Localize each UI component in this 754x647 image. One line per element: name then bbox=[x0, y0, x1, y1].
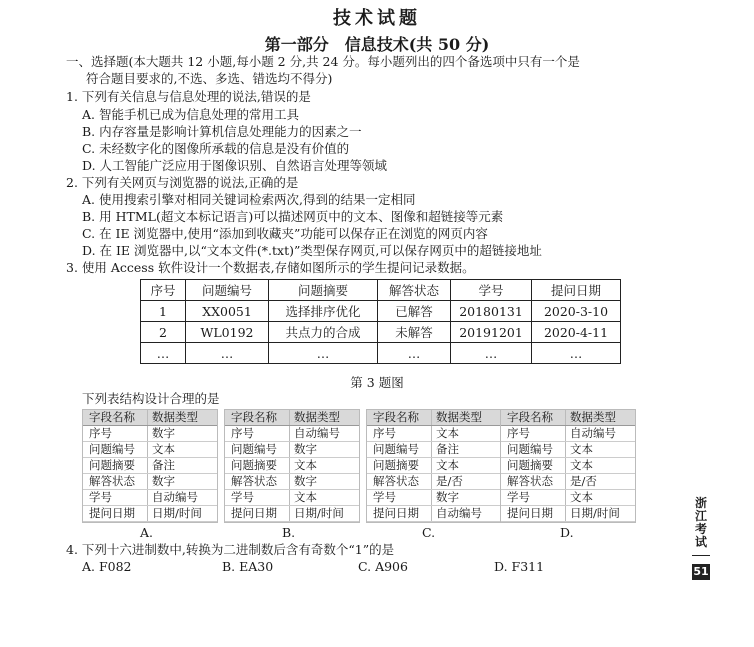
field-type: 文本 bbox=[152, 442, 175, 456]
field-type: 文本 bbox=[436, 426, 459, 440]
table-cell: XX0051 bbox=[186, 301, 269, 322]
field-name: 解答状态 bbox=[225, 474, 290, 489]
field-name: 问题摘要 bbox=[83, 458, 148, 473]
page-number: 51 bbox=[693, 565, 709, 578]
table-row bbox=[141, 343, 621, 364]
q2-option-c: C. 在 IE 浏览器中,使用“添加到收藏夹”功能可以保存正在浏览的网页内容 bbox=[82, 226, 488, 241]
field-type: 日期/时间 bbox=[570, 506, 620, 520]
structure-header bbox=[225, 410, 359, 426]
table-cell: 2 bbox=[141, 322, 186, 343]
table-header-cell: 序号 bbox=[141, 280, 186, 301]
field-row bbox=[501, 474, 635, 490]
field-name-header: 字段名称 bbox=[367, 410, 432, 425]
field-type: 日期/时间 bbox=[152, 506, 202, 520]
option-b-structure bbox=[224, 409, 360, 523]
field-type: 自动编号 bbox=[436, 506, 482, 520]
table-header-cell: 提问日期 bbox=[532, 280, 621, 301]
table-cell: … bbox=[378, 343, 451, 364]
field-name: 解答状态 bbox=[501, 474, 566, 489]
q2-option-d: D. 在 IE 浏览器中,以“文本文件(*.txt)”类型保存网页,可以保存网页中的超链接地址 bbox=[82, 243, 542, 258]
option-a-structure bbox=[82, 409, 218, 523]
q2-stem: 2. 下列有关网页与浏览器的说法,正确的是 bbox=[66, 175, 299, 190]
option-d-structure bbox=[500, 409, 636, 523]
q3-data-table bbox=[140, 279, 621, 364]
field-type: 备注 bbox=[436, 442, 459, 456]
table-row bbox=[141, 322, 621, 343]
table-cell: 已解答 bbox=[378, 301, 451, 322]
q3-prompt: 下列表结构设计合理的是 bbox=[82, 391, 220, 406]
side-label: 浙江考试 bbox=[694, 496, 707, 549]
q4-option-a: A. F082 bbox=[82, 559, 132, 574]
field-row bbox=[83, 490, 217, 506]
q4-stem: 4. 下列十六进制数中,转换为二进制数后含有奇数个“1”的是 bbox=[66, 542, 395, 557]
table-header-cell: 学号 bbox=[451, 280, 532, 301]
table-cell: 1 bbox=[141, 301, 186, 322]
field-type: 自动编号 bbox=[570, 426, 616, 440]
field-type: 数字 bbox=[152, 426, 175, 440]
q2-option-a: A. 使用搜索引擎对相同关键词检索两次,得到的结果一定相同 bbox=[82, 192, 416, 207]
field-row bbox=[225, 442, 359, 458]
q1-stem: 1. 下列有关信息与信息处理的说法,错误的是 bbox=[66, 89, 311, 104]
field-type: 自动编号 bbox=[294, 426, 340, 440]
section-title: 第一部分 信息技术(共 50 分) bbox=[264, 35, 490, 54]
field-name-header: 字段名称 bbox=[501, 410, 566, 425]
field-type: 文本 bbox=[570, 442, 593, 456]
side-divider bbox=[692, 555, 710, 556]
option-c-structure bbox=[366, 409, 502, 523]
table-header-row bbox=[141, 280, 621, 301]
q2-option-b: B. 用 HTML(超文本标记语言)可以描述网页中的文本、图像和超链接等元素 bbox=[82, 209, 504, 224]
field-row bbox=[367, 506, 501, 522]
table-cell: … bbox=[451, 343, 532, 364]
field-name-header: 字段名称 bbox=[225, 410, 290, 425]
field-row bbox=[83, 474, 217, 490]
field-name: 问题编号 bbox=[367, 442, 432, 457]
structure-header bbox=[501, 410, 635, 426]
table-cell: 未解答 bbox=[378, 322, 451, 343]
table-cell: 2020-3-10 bbox=[532, 301, 621, 322]
table-cell: … bbox=[186, 343, 269, 364]
field-name: 提问日期 bbox=[225, 506, 290, 521]
field-type: 是/否 bbox=[570, 474, 597, 488]
field-name: 问题编号 bbox=[501, 442, 566, 457]
field-row bbox=[83, 458, 217, 474]
q4-option-b: B. EA30 bbox=[222, 559, 274, 574]
field-name: 序号 bbox=[83, 426, 148, 441]
field-name: 序号 bbox=[225, 426, 290, 441]
field-name: 学号 bbox=[225, 490, 290, 505]
table-row bbox=[141, 301, 621, 322]
field-row bbox=[225, 490, 359, 506]
table-cell: 选择排序优化 bbox=[269, 301, 378, 322]
table-header-cell: 问题编号 bbox=[186, 280, 269, 301]
data-type-header: 数据类型 bbox=[152, 410, 198, 424]
field-row bbox=[225, 474, 359, 490]
field-type: 是/否 bbox=[436, 474, 463, 488]
structure-header bbox=[83, 410, 217, 426]
q1-option-a: A. 智能手机已成为信息处理的常用工具 bbox=[82, 107, 299, 122]
field-name: 提问日期 bbox=[83, 506, 148, 521]
field-name: 学号 bbox=[501, 490, 566, 505]
table-cell: … bbox=[532, 343, 621, 364]
table-header-cell: 问题摘要 bbox=[269, 280, 378, 301]
option-c-label: C. bbox=[422, 525, 436, 540]
q1-option-c: C. 未经数字化的图像所承载的信息是没有价值的 bbox=[82, 141, 350, 156]
q4-option-c: C. A906 bbox=[358, 559, 408, 574]
instructions-line-1: 一、选择题(本大题共 12 小题,每小题 2 分,共 24 分。每小题列出的四个备选项中只有一个是 bbox=[66, 54, 580, 69]
table-cell: 共点力的合成 bbox=[269, 322, 378, 343]
field-row bbox=[367, 490, 501, 506]
field-row bbox=[83, 442, 217, 458]
field-name-header: 字段名称 bbox=[83, 410, 148, 425]
field-name: 提问日期 bbox=[367, 506, 432, 521]
field-type: 数字 bbox=[152, 474, 175, 488]
field-name: 序号 bbox=[367, 426, 432, 441]
figure-caption: 第 3 题图 bbox=[350, 375, 404, 390]
table-cell: 20180131 bbox=[451, 301, 532, 322]
field-type: 日期/时间 bbox=[294, 506, 344, 520]
field-row bbox=[367, 458, 501, 474]
field-name: 解答状态 bbox=[367, 474, 432, 489]
field-type: 数字 bbox=[294, 474, 317, 488]
instructions-line-2: 符合题目要求的,不选、多选、错选均不得分) bbox=[86, 71, 333, 86]
q4-option-d: D. F311 bbox=[494, 559, 545, 574]
field-row bbox=[501, 490, 635, 506]
field-row bbox=[367, 426, 501, 442]
field-row bbox=[367, 474, 501, 490]
table-cell: … bbox=[141, 343, 186, 364]
data-type-header: 数据类型 bbox=[294, 410, 340, 424]
q3-stem: 3. 使用 Access 软件设计一个数据表,存储如图所示的学生提问记录数据。 bbox=[66, 260, 475, 275]
field-type: 自动编号 bbox=[152, 490, 198, 504]
field-row bbox=[83, 506, 217, 522]
field-type: 文本 bbox=[294, 490, 317, 504]
table-cell: 2020-4-11 bbox=[532, 322, 621, 343]
field-name: 问题摘要 bbox=[501, 458, 566, 473]
field-type: 文本 bbox=[570, 458, 593, 472]
table-header-cell: 解答状态 bbox=[378, 280, 451, 301]
option-d-label: D. bbox=[560, 525, 574, 540]
table-cell: WL0192 bbox=[186, 322, 269, 343]
field-type: 数字 bbox=[436, 490, 459, 504]
field-row bbox=[501, 442, 635, 458]
field-name: 提问日期 bbox=[501, 506, 566, 521]
option-b-label: B. bbox=[282, 525, 296, 540]
field-name: 问题摘要 bbox=[225, 458, 290, 473]
page-title: 技术试题 bbox=[333, 8, 421, 29]
field-name: 学号 bbox=[83, 490, 148, 505]
field-row bbox=[501, 458, 635, 474]
field-name: 问题编号 bbox=[225, 442, 290, 457]
data-type-header: 数据类型 bbox=[570, 410, 616, 424]
data-type-header: 数据类型 bbox=[436, 410, 482, 424]
field-type: 文本 bbox=[294, 458, 317, 472]
field-type: 数字 bbox=[294, 442, 317, 456]
field-name: 序号 bbox=[501, 426, 566, 441]
field-name: 问题摘要 bbox=[367, 458, 432, 473]
field-row bbox=[501, 426, 635, 442]
field-row bbox=[225, 426, 359, 442]
field-name: 问题编号 bbox=[83, 442, 148, 457]
table-cell: … bbox=[269, 343, 378, 364]
table-cell: 20191201 bbox=[451, 322, 532, 343]
option-a-label: A. bbox=[140, 525, 154, 540]
field-row bbox=[501, 506, 635, 522]
field-type: 文本 bbox=[570, 490, 593, 504]
field-row bbox=[83, 426, 217, 442]
field-row bbox=[367, 442, 501, 458]
field-name: 解答状态 bbox=[83, 474, 148, 489]
field-row bbox=[225, 458, 359, 474]
q1-option-d: D. 人工智能广泛应用于图像识别、自然语言处理等领域 bbox=[82, 158, 388, 173]
field-row bbox=[225, 506, 359, 522]
structure-header bbox=[367, 410, 501, 426]
q1-option-b: B. 内存容量是影响计算机信息处理能力的因素之一 bbox=[82, 124, 362, 139]
field-type: 文本 bbox=[436, 458, 459, 472]
field-name: 学号 bbox=[367, 490, 432, 505]
field-type: 备注 bbox=[152, 458, 175, 472]
